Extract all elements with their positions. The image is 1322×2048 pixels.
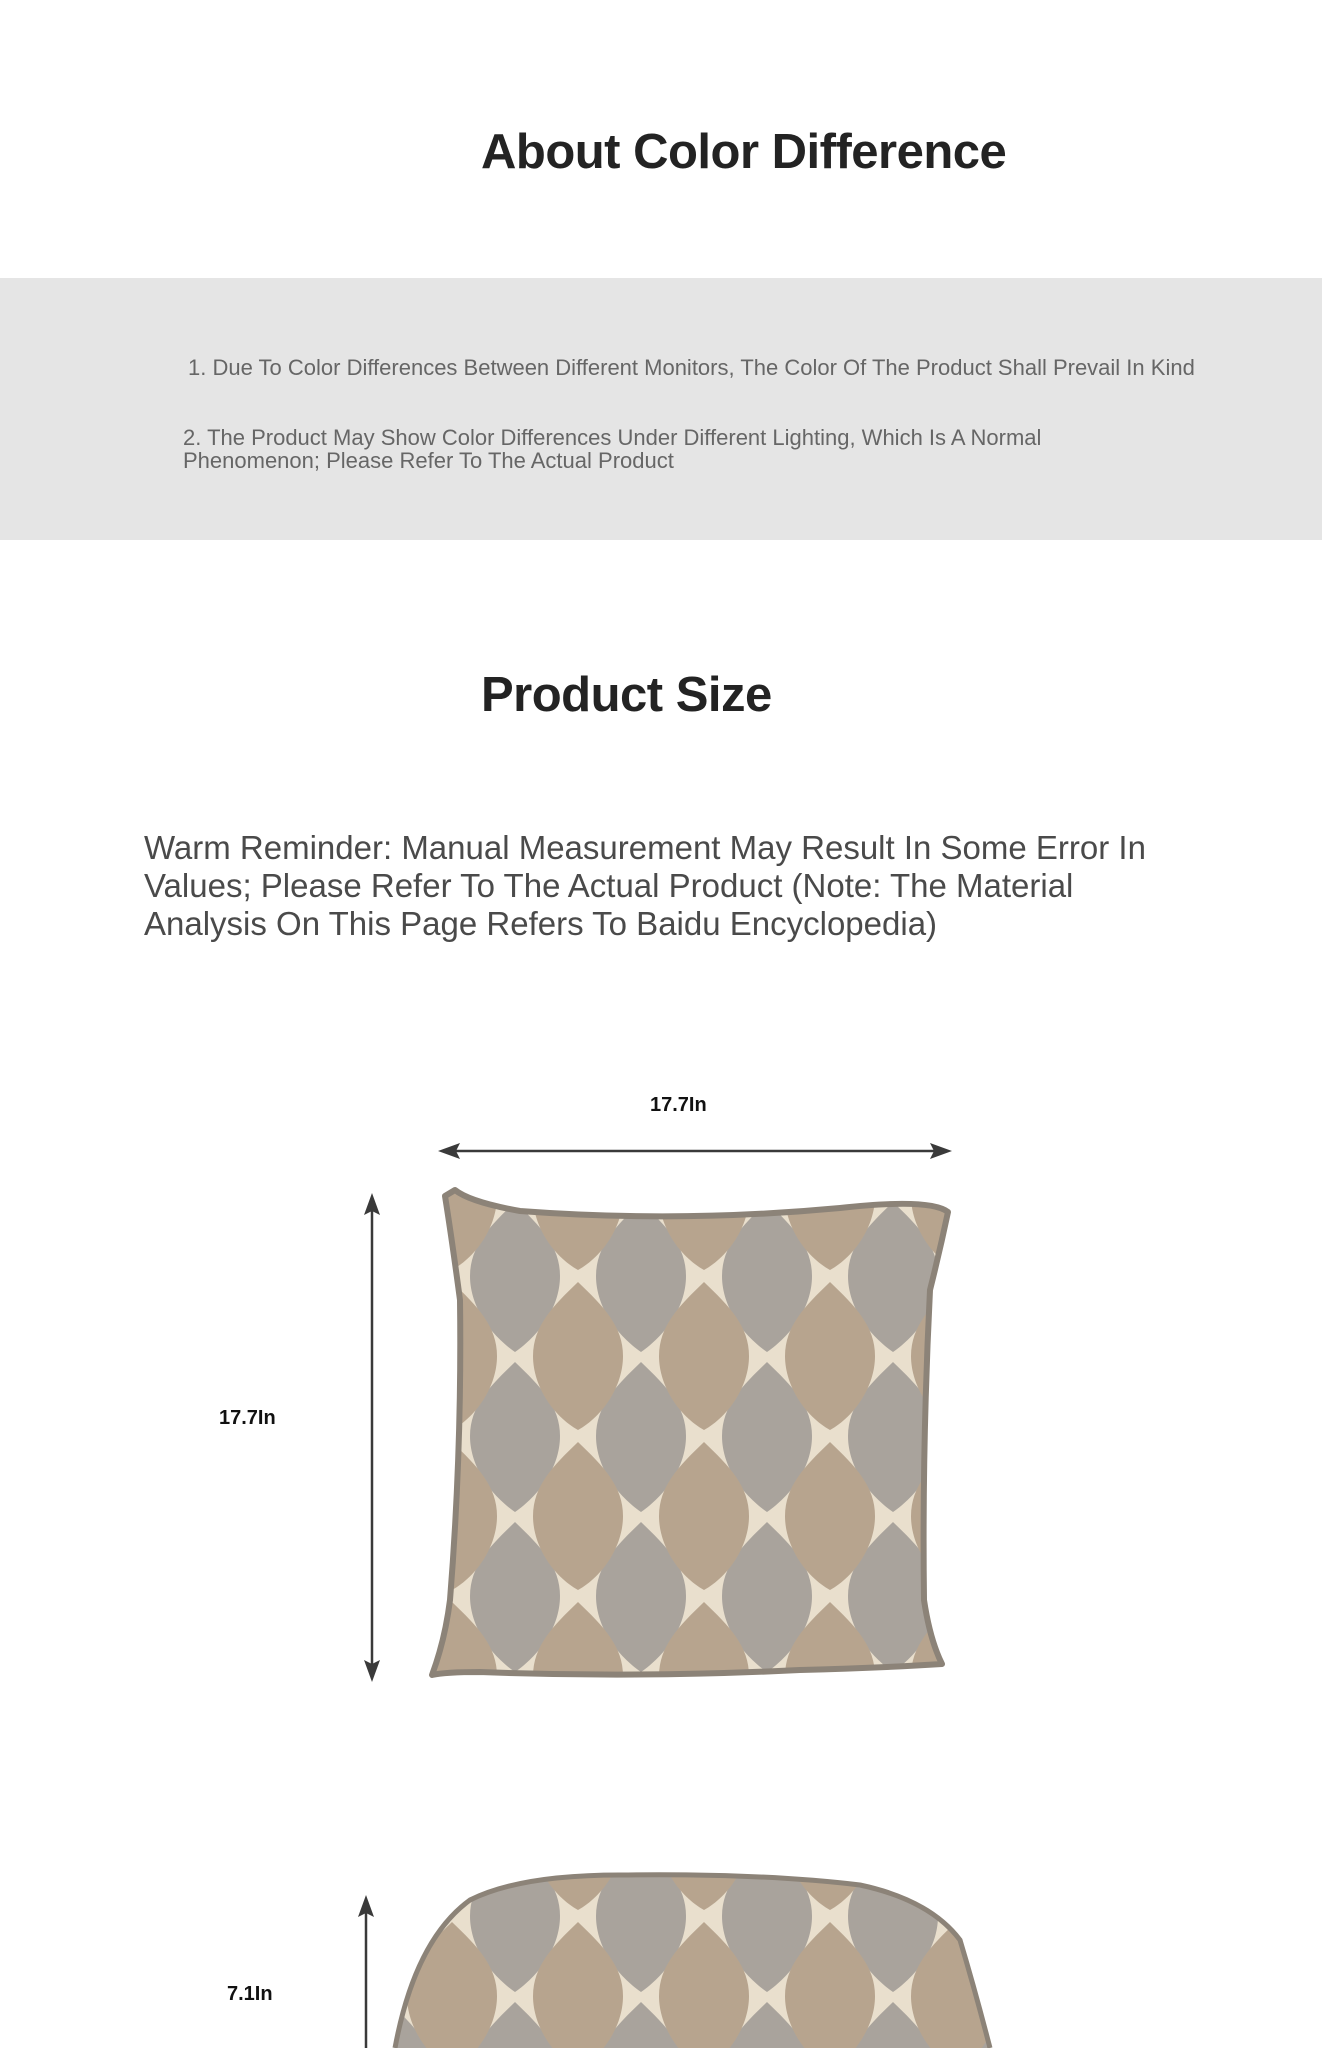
about-color-difference-title: About Color Difference — [481, 125, 1007, 179]
square-cushion-image — [420, 1180, 960, 1690]
product-size-title: Product Size — [481, 668, 772, 722]
color-note-1: 1. Due To Color Differences Between Different Monitors, The Color Of The Product Shall Prevail In Kind — [188, 355, 1195, 380]
width-arrow — [438, 1143, 952, 1159]
measurement-reminder: Warm Reminder: Manual Measurement May Result In Some Error In Values; Please Refer To The Actual Product (Note: The Material Analysis On This Page Refers To Baidu Encyclopedia) — [144, 829, 1146, 942]
width-dimension-label: 17.7In — [650, 1094, 707, 1116]
height-arrow — [364, 1193, 380, 1682]
depth-dimension-label: 7.1In — [227, 1983, 273, 2005]
depth-arrow — [358, 1895, 374, 2048]
height-dimension-label: 17.7In — [219, 1407, 276, 1429]
cushion-side-image — [380, 1860, 1000, 2048]
color-note-2: 2. The Product May Show Color Differences Under Different Lighting, Which Is A Normal Phenomenon; Please Refer To The Actual Product — [183, 425, 1042, 473]
